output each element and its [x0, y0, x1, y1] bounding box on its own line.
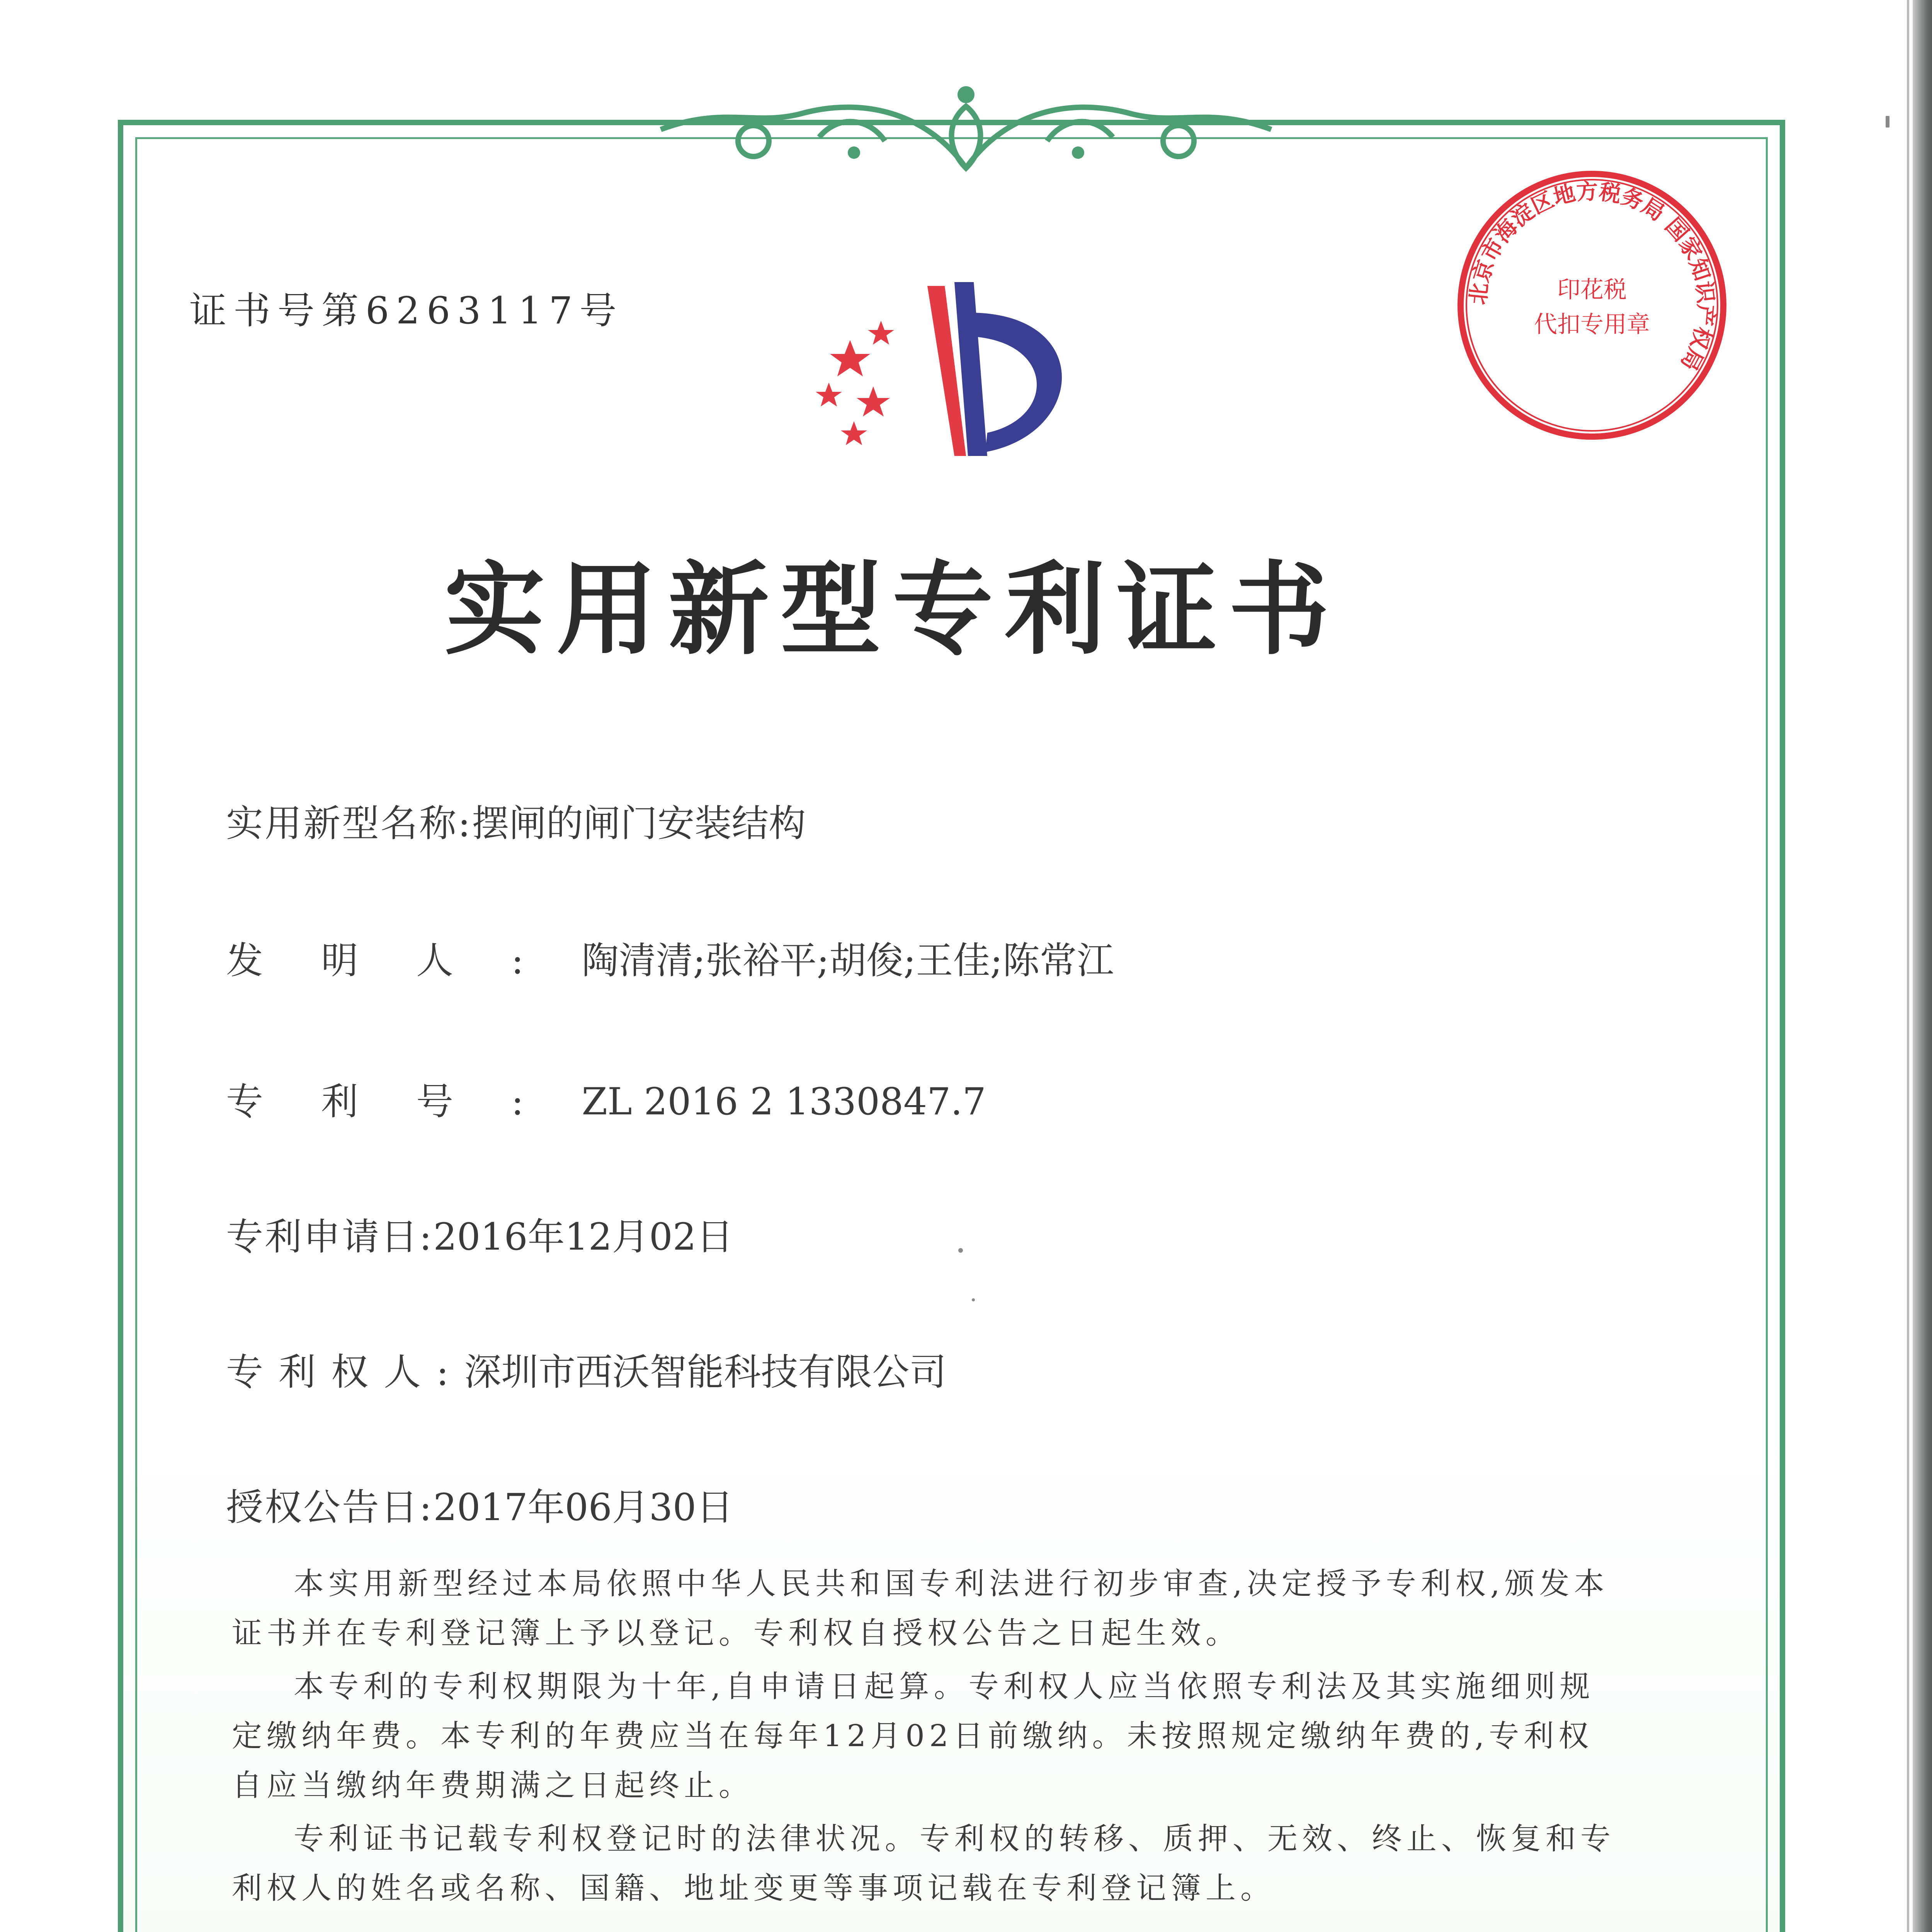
field-label: 发明人: — [226, 939, 582, 982]
scanner-edge — [1913, 0, 1932, 1932]
field-value: 深圳市西沃智能科技有限公司 — [464, 1350, 947, 1394]
tax-stamp-seal — [1453, 166, 1731, 444]
field-label: 授权公告日: — [226, 1486, 434, 1529]
field-patent-number — [226, 1072, 986, 1125]
field-value: 2017年06月30日 — [433, 1486, 733, 1529]
field-label: 专利权人: — [226, 1350, 464, 1394]
field-value: 2016年12月02日 — [433, 1215, 733, 1259]
field-application-date — [226, 1208, 733, 1260]
certificate-title: 实用新型专利证书 — [444, 551, 1341, 668]
tax-stamp-center-line-2: 代扣专用章 — [1534, 311, 1650, 338]
field-value: 陶清清;张裕平;胡俊;王佳;陈常江 — [582, 939, 1114, 982]
field-grant-announcement-date — [226, 1478, 733, 1531]
field-utility-model-name — [226, 794, 806, 847]
field-label: 实用新型名称: — [226, 802, 472, 845]
scan-speck — [958, 1248, 963, 1253]
tax-stamp-center-line-1: 印花税 — [1557, 276, 1627, 303]
field-patentee — [226, 1343, 946, 1396]
body-paragraph: 本专利的专利权期限为十年,自申请日起算。专利权人应当依照专利法及其实施细则规定缴纳年费。本专利的年费应当在每年12月02日前缴纳。未按照规定缴纳年费的,专利权自应当缴纳年费期满之日起终止。 — [232, 1669, 1595, 1803]
body-paragraph: 本实用新型经过本局依照中华人民共和国专利法进行初步审查,决定授予专利权,颁发本证书并在专利登记簿上予以登记。专利权自授权公告之日起生效。 — [232, 1566, 1609, 1651]
scan-speck — [1886, 116, 1889, 128]
field-label: 专利申请日: — [226, 1215, 434, 1259]
field-value: ZL 2016 2 1330847.7 — [582, 1080, 986, 1123]
scanner-line — [1907, 0, 1909, 1932]
field-label: 专利号: — [226, 1080, 582, 1123]
patent-office-logo — [792, 270, 1109, 471]
body-paragraph: 专利证书记载专利权登记时的法律状况。专利权的转移、质押、无效、终止、恢复和专利权人的姓名或名称、国籍、地址变更等事项记载在专利登记簿上。 — [232, 1821, 1616, 1906]
scan-speck — [972, 1298, 975, 1301]
top-ornament — [638, 71, 1294, 195]
tax-stamp-ring-text: 北京市海淀区地方税务局 国家知识产权局 — [1465, 179, 1719, 375]
certificate-body — [232, 1559, 1615, 1913]
field-value: 摆闸的闸门安装结构 — [472, 802, 806, 845]
field-inventors — [226, 931, 1114, 984]
certificate-number: 证书号第6263117号 — [189, 289, 624, 332]
